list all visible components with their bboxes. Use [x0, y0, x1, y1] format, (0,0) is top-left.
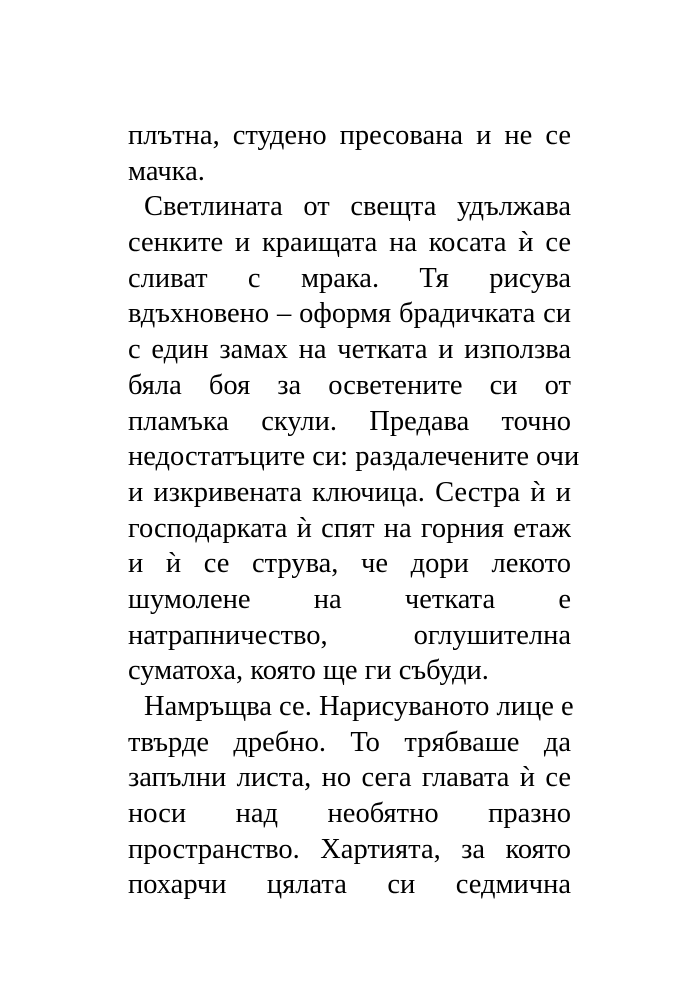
text-line: шумолене на четката е: [128, 583, 571, 615]
text-line: вдъхновено – оформя брадичката си: [128, 298, 571, 330]
text-line: бяла боя за осветените си от: [128, 369, 571, 401]
text-line: запълни листа, но сега главата ѝ се: [128, 762, 571, 794]
text-line: и ѝ се струва, че дори лекото: [128, 548, 571, 580]
paragraph: [128, 689, 574, 903]
paragraph: [128, 189, 580, 689]
text-line: мачка.: [128, 155, 205, 187]
text-line: с един замах на четката и използва: [128, 334, 571, 366]
text-line: пространство. Хартията, за която: [128, 833, 571, 865]
text-line: недостатъците си: раздалечените очи: [128, 441, 580, 473]
paragraph: [128, 118, 571, 189]
text-line: натрапничество, оглушителна: [128, 619, 571, 651]
text-line: похарчи цялата си седмична: [128, 869, 571, 901]
text-line: господарката ѝ спят на горния етаж: [128, 512, 571, 544]
text-line: Светлината от свещта удължава: [144, 191, 571, 223]
text-line: сливат с мрака. Тя рисува: [128, 262, 571, 294]
text-line: носи над необятно празно: [128, 798, 571, 830]
body-text: [128, 118, 580, 903]
text-line: сенките и краищата на косата ѝ се: [128, 227, 571, 259]
text-line: суматоха, която ще ги събуди.: [128, 655, 489, 687]
text-line: и изкривената ключица. Сестра ѝ и: [128, 476, 571, 508]
text-line: плътна, студено пресована и не се: [128, 120, 571, 151]
text-line: пламъка скули. Предава точно: [128, 405, 571, 437]
text-line: твърде дребно. То трябваше да: [128, 726, 571, 758]
text-line: Намръщва се. Нарисуваното лице е: [144, 691, 574, 722]
